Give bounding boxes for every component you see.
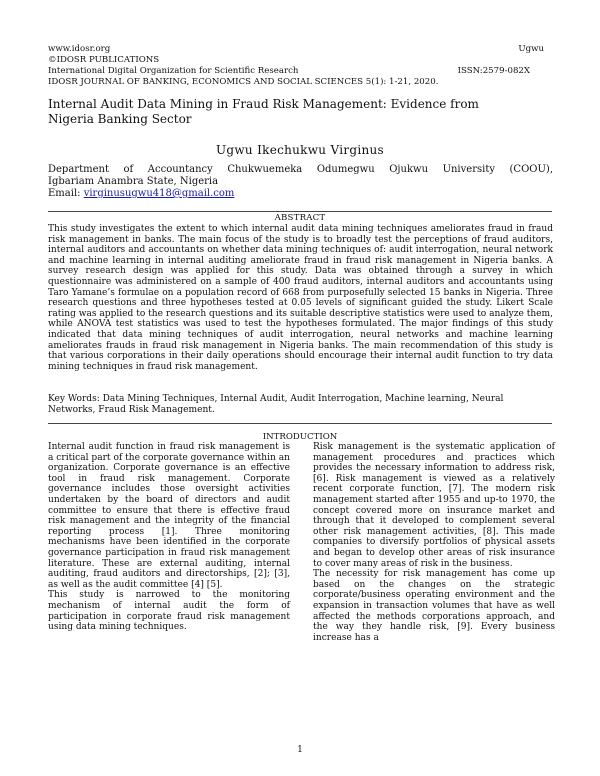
header-author: Ugwu [518, 44, 544, 54]
affiliation-block [48, 164, 553, 200]
abstract-text: This study investigates the extent to which internal audit data mining techniques ameliorates fraud in fraud risk management in banks. The main focus of the study is to broadly test the perceptions of fraud auditors, internal auditors and accountants on whether data mining techniques of: audit interrogation, neural network and machine learning in internal auditing ameliorate fraud in fraud risk management in Nigeria banks. A survey research design was applied for this study. Data was obtained through a survey in which questionnaire was administered on a sample of 400 fraud auditors, internal auditors and accountants using Taro Yamane’s formulae on a population record of 668 from purposefully selected 15 banks in Nigeria. Three research questions and three hypotheses tested at 0.05 levels of significant guided the study. Likert Scale rating was applied to the research questions and its suitable descriptive statistics were used to analyze them, while ANOVA test statistics was used to test the hypotheses formulated. The major findings of this study indicated that data mining techniques of audit interrogation, neural networks and machine learning ameliorates frauds in fraud risk management in Nigeria banks. The main recommendation of this study is that various corporations in their daily operations should encourage their internal audit function to try data mining techniques in fraud risk management. [48, 224, 553, 372]
paper-title: Internal Audit Data Mining in Fraud Risk Management: Evidence from Nigeria Banking Sector [48, 97, 479, 126]
issn: ISSN:2579-082X [457, 66, 530, 76]
site-url[interactable]: www.idosr.org [48, 44, 111, 54]
publisher-line: ©IDOSR PUBLICATIONS [48, 55, 160, 65]
affiliation-line-2: Igbariam Anambra State, Nigeria [48, 176, 219, 187]
right-column [313, 442, 555, 643]
organization-line: International Digital Organization for Scientific Research [48, 66, 299, 76]
running-header [48, 44, 552, 88]
introduction-heading: INTRODUCTION [262, 432, 338, 442]
abstract-bottom-rule [48, 423, 552, 424]
intro-left-paragraph-1: Internal audit function in fraud risk management is a critical part of the corporate governance within an organization. Corporate governance is an effective tool in fraud risk management. Corporate governance includes those oversight activities undertaken by the board of directors and audit committee to ensure that there is effective fraud risk management and the integrity of the financial reporting process [1]. Three monitoring mechanisms have been identified in the corporate governance participation in fraud risk management literature. These are external auditing, internal auditing, fraud auditors and directorships, [2]; [3], as well as the audit committee [4] [5]. [48, 442, 290, 590]
intro-left-paragraph-2: This study is narrowed to the monitoring mechanism of internal audit the form of participation in corporate fraud risk management using data mining techniques. [48, 590, 290, 633]
left-column [48, 442, 290, 633]
email-label: Email: [48, 188, 81, 199]
intro-right-paragraph-2: The necessity for risk management has come up based on the changes on the strategic corporate/business operating environment and the expansion in transaction volumes that have as well affected the methods corporations approach, and the way they handle risk, [9]. Every business increase has a [313, 569, 555, 643]
keywords: Key Words: Data Mining Techniques, Internal Audit, Audit Interrogation, Machine learning, Neural Networks, Fraud Risk Management. [48, 394, 504, 415]
author-name: Ugwu Ikechukwu Virginus [215, 143, 385, 157]
journal-line: IDOSR JOURNAL OF BANKING, ECONOMICS AND SOCIAL SCIENCES 5(1): 1-21, 2020. [48, 77, 439, 87]
email-link[interactable]: virginusugwu418@gmail.com [83, 188, 235, 199]
intro-right-paragraph-1: Risk management is the systematic application of management procedures and practices which provides the necessary information to address risk, [6]. Risk management is viewed as a relatively recent corporate function, [7]. The modern risk management started after 1955 and up-to 1970, the concept covered more on insurance market and through that it developed to complement several other risk management activities, [8]. This made companies to diversify portfolios of physical assets and began to develop other areas of risk insurance to cover many areas of risk in the business. [313, 442, 555, 569]
abstract-top-rule [48, 211, 552, 212]
email-line [48, 188, 553, 200]
abstract-heading: ABSTRACT [274, 213, 326, 223]
page-number: 1 [297, 745, 303, 755]
affiliation-line-1: Department of Accountancy Chukwuemeka Odumegwu Ojukwu University (COOU), [48, 164, 553, 175]
